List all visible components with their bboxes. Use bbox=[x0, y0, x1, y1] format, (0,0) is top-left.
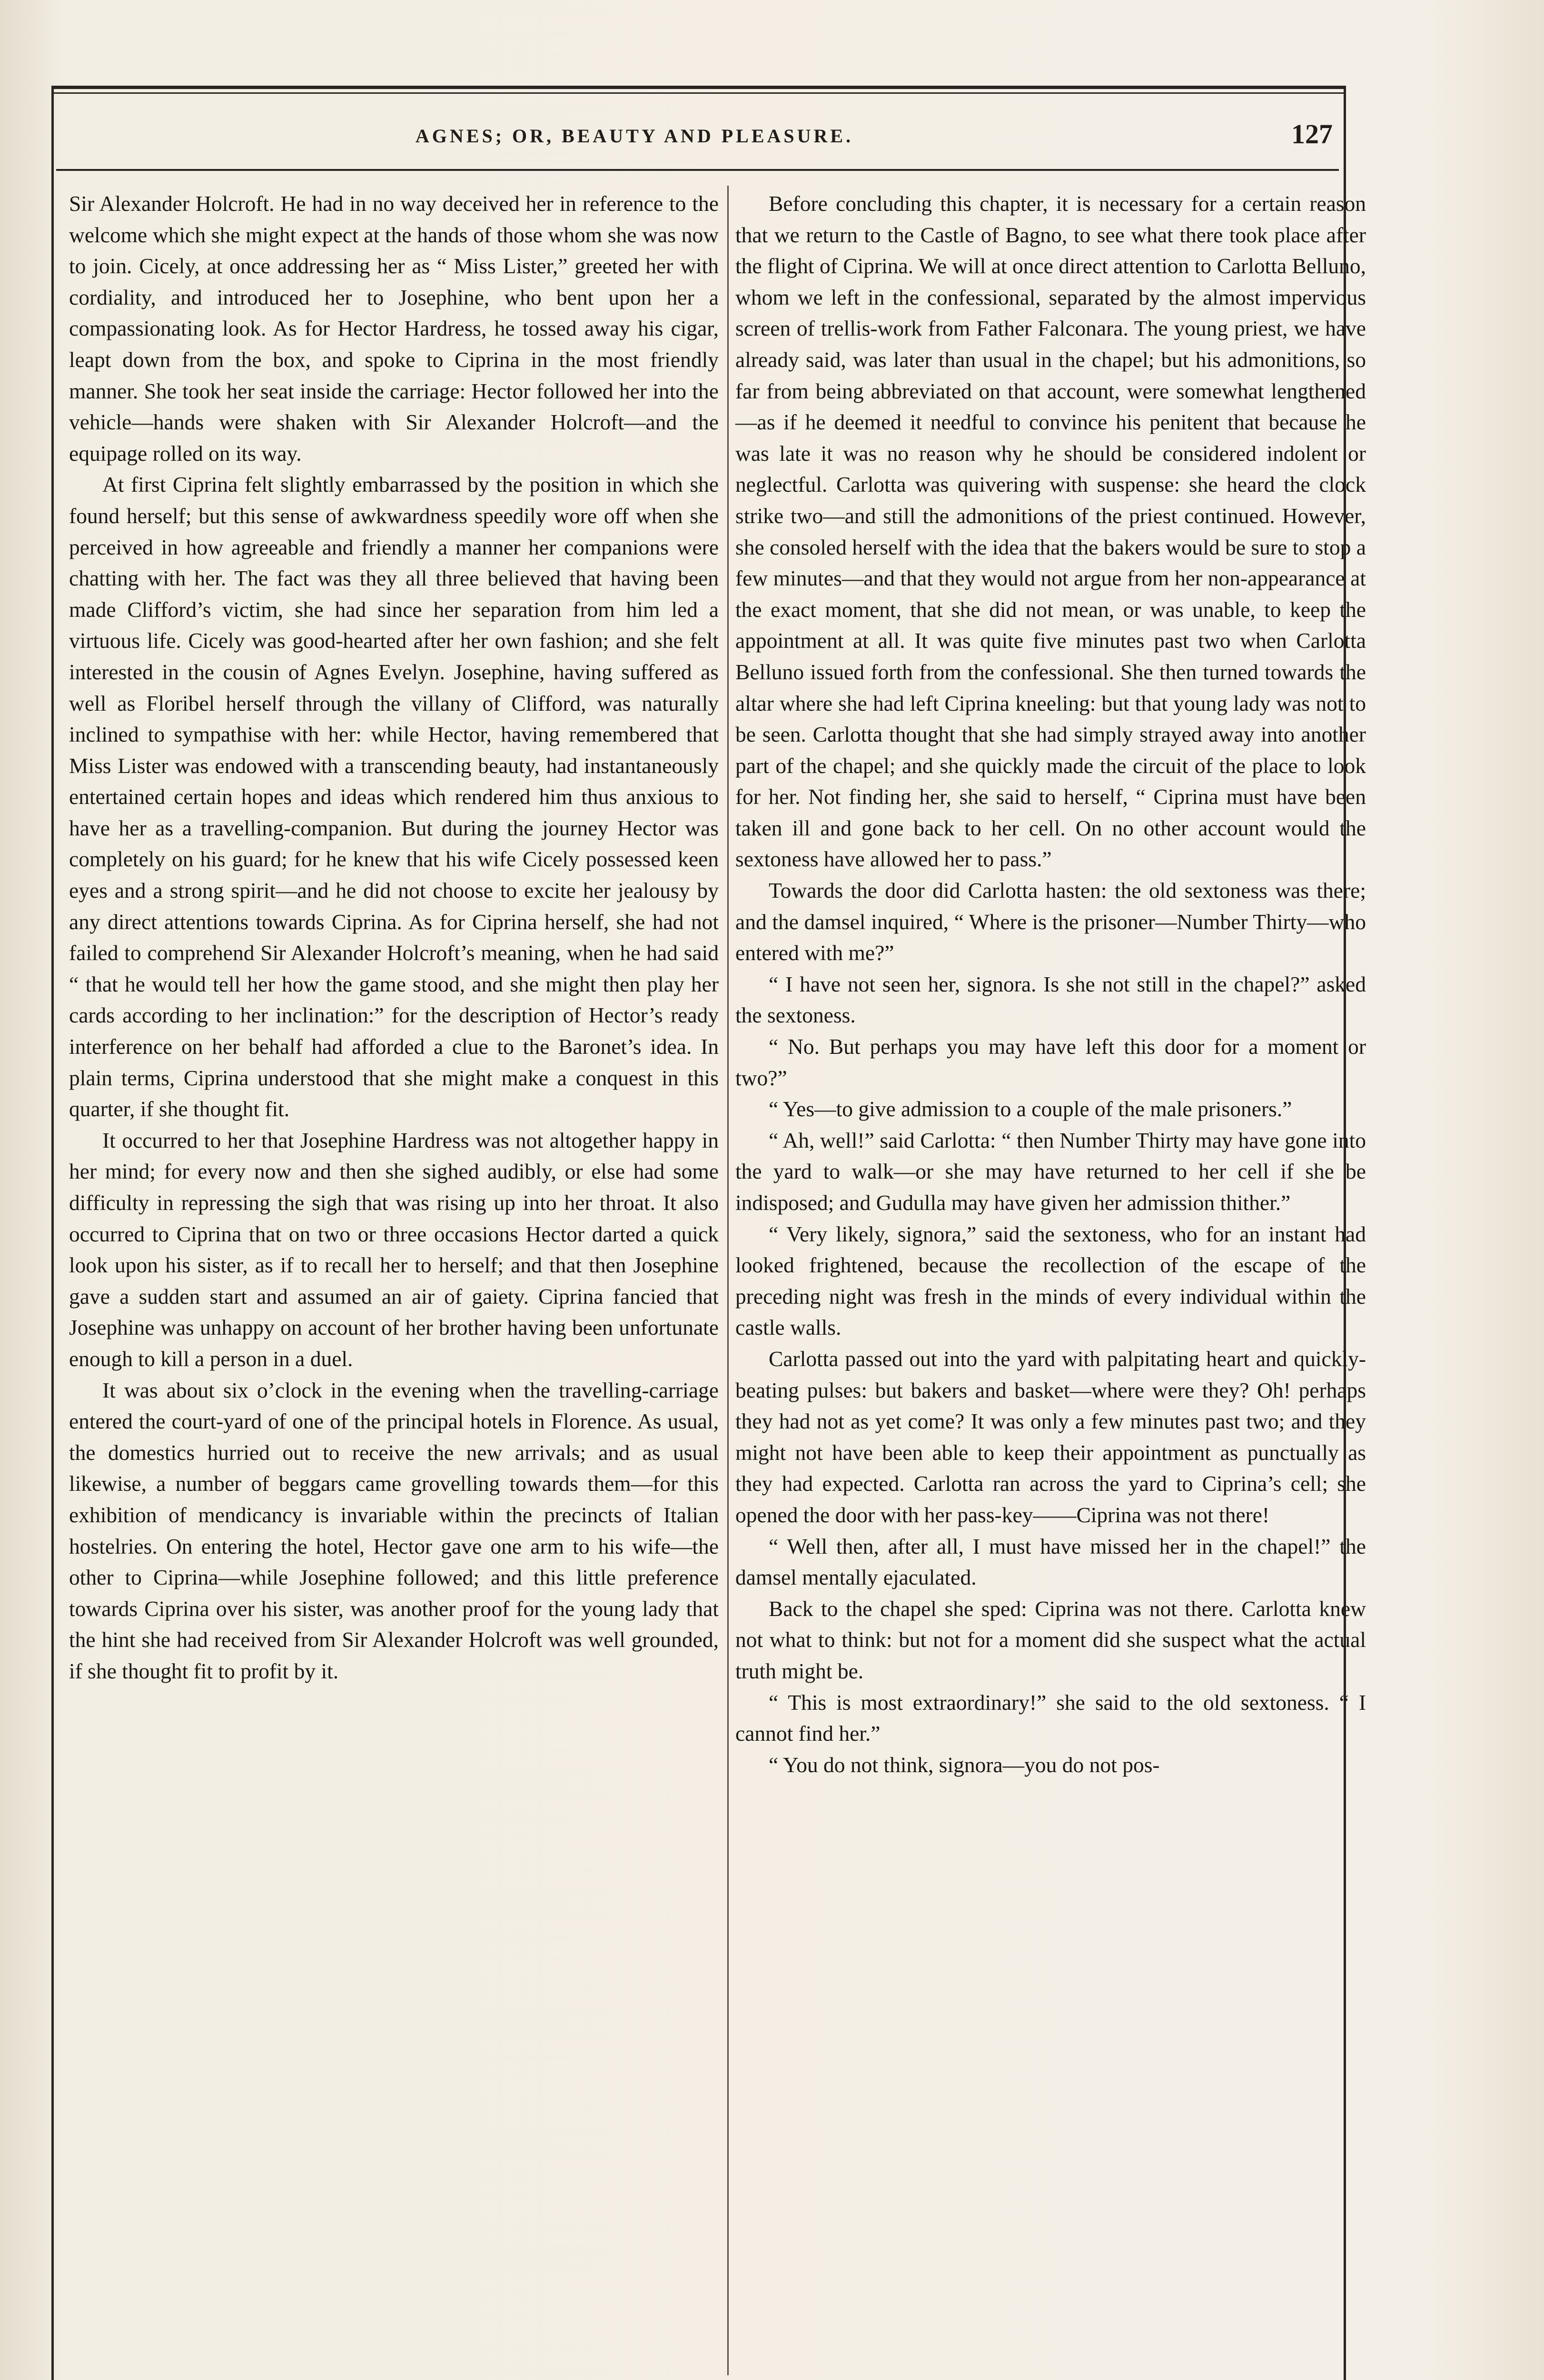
right-column bbox=[735, 188, 1366, 1780]
paragraph: “ No. But perhaps you may have left this door for a moment or two?” bbox=[735, 1034, 1366, 1090]
paragraph: “ You do not think, signora—you do not pos- bbox=[769, 1752, 1160, 1777]
page-number: 127 bbox=[1291, 119, 1333, 149]
paragraph: “ This is most extraordinary!” she said to the old sextoness. “ I cannot find her.” bbox=[735, 1690, 1366, 1746]
frame-top-border bbox=[51, 86, 1346, 89]
paragraph: Carlotta passed out into the yard with palpitating heart and quickly-beating pulses: but bakers and basket—where were they? Oh! perhaps they had not as yet come? It was only a few minutes past two; and they might not have been able to keep their appointment as punctually as they had expected. Carlotta ran across the yard to Ciprina’s cell; she opened the door with her pass-key——Ciprina was not there! bbox=[735, 1346, 1366, 1527]
paragraph: It occurred to her that Josephine Hardress was not altogether happy in her mind; for every now and then she sighed audibly, or else had some difficulty in repressing the sigh that was rising up into her throat. It also occurred to Ciprina that on two or three occasions Hector darted a quick look upon his sister, as if to recall her to herself; and that then Josephine gave a sudden start and assumed an air of gaiety. Ciprina fancied that Josephine was unhappy on account of her brother having been unfortunate enough to kill a person in a duel. bbox=[69, 1128, 719, 1371]
left-column bbox=[69, 188, 719, 1687]
paragraph: Back to the chapel she sped: Ciprina was not there. Carlotta knew not what to think: but not for a moment did she suspect what the actual truth might be. bbox=[735, 1596, 1366, 1683]
paragraph: At first Ciprina felt slightly embarrassed by the position in which she found herself; but this sense of awkwardness speedily wore off when she perceived in how agreeable and friendly a manner her companions were chatting with her. The fact was they all three believed that having been made Clifford’s victim, she had since her separation from him led a virtuous life. Cicely was good-hearted after her own fashion; and she felt interested in the cousin of Agnes Evelyn. Josephine, having suffered as well as Floribel herself through the villany of Clifford, was naturally inclined to sympathise with her: while Hector, having remembered that Miss Lister was endowed with a transcending beauty, had instantaneously entertained certain hopes and ideas which rendered him thus anxious to have her as a travelling-companion. But during the journey Hector was completely on his guard; for he knew that his wife Cicely possessed keen eyes and a strong spirit—and he did not choose to excite her jealousy by any direct attentions towards Ciprina. As for Ciprina herself, she had not failed to comprehend Sir Alexander Holcroft’s meaning, when he had said “ that he would tell her how the game stood, and she might then play her cards according to her inclination:” for the description of Hector’s ready interference on her behalf had afforded a clue to the Baronet’s idea. In plain terms, Ciprina understood that she might make a conquest in this quarter, if she thought fit. bbox=[69, 472, 719, 1121]
frame-left-border bbox=[51, 86, 54, 2380]
paragraph: Sir Alexander Holcroft. He had in no way deceived her in reference to the welcome which she might expect at the hands of those whom she was now to join. Cicely, at once addressing her as “ Miss Lister,” greeted her with cordiality, and introduced her to Josephine, who bent upon her a compassionating look. As for Hector Hardress, he tossed away his cigar, leapt down from the box, and spoke to Ciprina in the most friendly manner. She took her seat inside the carriage: Hector followed her into the vehicle—hands were shaken with Sir Alexander Holcroft—and the equipage rolled on its way. bbox=[69, 191, 719, 466]
paragraph: Before concluding this chapter, it is necessary for a certain reason that we return to the Castle of Bagno, to see what there took place after the flight of Ciprina. We will at once direct attention to Carlotta Belluno, whom we left in the confessional, separated by the almost impervious screen of trellis-work from Father Falconara. The young priest, we have already said, was later than usual in the chapel; but his admonitions, so far from being abbreviated on that account, were somewhat lengthened—as if he deemed it needful to convince his penitent that because he was late it was no reason why he should be considered indolent or neglectful. Carlotta was quivering with suspense: she heard the clock strike two—and still the admonitions of the priest continued. However, she consoled herself with the idea that the bakers would be sure to stop a few minutes—and that they would not argue from her non-appearance at the exact moment, that she did not mean, or was unable, to keep the appointment at all. It was quite five minutes past two when Carlotta Belluno issued forth from the confessional. She then turned towards the altar where she had left Ciprina kneeling: but that young lady was not to be seen. Carlotta thought that she had simply strayed away into another part of the chapel; and she quickly made the circuit of the place to look for her. Not finding her, she said to herself, “ Ciprina must have been taken ill and gone back to her cell. On no other account would the sextoness have allowed her to pass.” bbox=[735, 191, 1366, 872]
running-title: AGNES; OR, BEAUTY AND PLEASURE. bbox=[415, 125, 854, 147]
paragraph: “ Well then, after all, I must have missed her in the chapel!” the damsel mentally ejaculated. bbox=[735, 1534, 1366, 1590]
paragraph: “ Ah, well!” said Carlotta: “ then Number Thirty may have gone into the yard to walk—or she may have returned to her cell if she be indisposed; and Gudulla may have given her admission thither.” bbox=[735, 1128, 1366, 1215]
paragraph: “ Very likely, signora,” said the sextoness, who for an instant had looked frightened, because the recollection of the escape of the preceding night was fresh in the minds of every individual within the castle walls. bbox=[735, 1221, 1366, 1340]
column-divider bbox=[727, 186, 729, 2375]
frame-top-inner-border bbox=[51, 92, 1346, 94]
paragraph: Towards the door did Carlotta hasten: the old sextoness was there; and the damsel inquired, “ Where is the prisoner—Number Thirty—who entered with me?” bbox=[735, 878, 1366, 965]
paragraph: “ I have not seen her, signora. Is she not still in the chapel?” asked the sextoness. bbox=[735, 972, 1366, 1028]
paragraph: “ Yes—to give admission to a couple of the male prisoners.” bbox=[769, 1097, 1292, 1121]
header-rule bbox=[56, 169, 1339, 171]
paragraph: It was about six o’clock in the evening when the travelling-carriage entered the court-yard of one of the principal hotels in Florence. As usual, the domestics hurried out to receive the new arrivals; and as usual likewise, a number of beggars came grovelling towards them—for this exhibition of mendicancy is invariable within the precincts of Italian hostelries. On entering the hotel, Hector gave one arm to his wife—the other to Ciprina—while Josephine followed; and this little preference towards Ciprina over his sister, was another proof for the young lady that the hint she had received from Sir Alexander Holcroft was well grounded, if she thought fit to profit by it. bbox=[69, 1378, 719, 1683]
